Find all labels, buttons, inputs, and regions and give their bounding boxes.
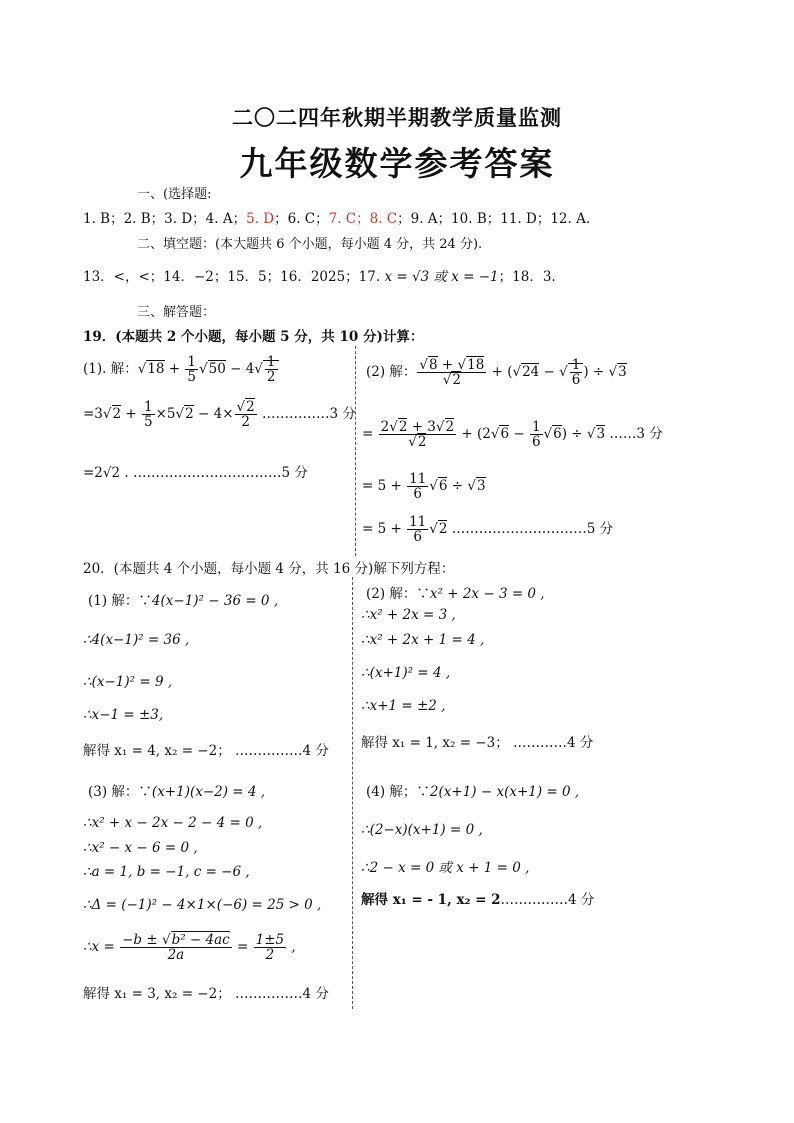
q20-part3-eq1: [88, 780, 265, 800]
equation: 4(x−1)² − 36 = 0 ,: [151, 593, 279, 609]
equation: 2(x+1) − x(x+1) = 0 ,: [429, 784, 580, 800]
q20-part2-eq5: ∴x+1 = ±2 ,: [361, 698, 446, 714]
q19-part1-expr: (1). 解：√18 + $\frac{1}{5}$ √50 − 4√ $\frac{1}{2}$: [83, 355, 279, 384]
document-title: 二〇二四年秋期半期教学质量监测: [232, 105, 562, 130]
q19-header: 19．(本题共 2 个小题，每小题 5 分，共 10 分)计算：: [83, 329, 424, 345]
score-mark: ……………4 分: [235, 986, 329, 1002]
result-text: 解得 x₁ = 3, x₂ = −2；: [83, 986, 231, 1002]
q20-part3-result: [83, 982, 329, 1002]
q20-part2-eq4: ∴(x+1)² = 4 ,: [361, 665, 451, 681]
q19-part2-step2: = 5 + $\frac{11}{6}$ √6 ÷ √3: [362, 471, 486, 503]
section2-answers: [83, 265, 556, 285]
q20-part2-eq2: ∴x² + 2x = 3 ,: [361, 607, 456, 623]
equation: (x+1)(x−2) = 4 ,: [151, 784, 266, 800]
q20-part4-eq2: ∴(2−x)(x+1) = 0 ,: [361, 822, 483, 838]
q20-part4-eq3: ∴2 − x = 0 或 x + 1 = 0 ,: [361, 860, 530, 876]
section2-heading: 二、填空题：(本大题共 6 个小题，每小题 4 分，共 24 分).: [137, 237, 483, 252]
q20-part4-result: [361, 888, 594, 908]
section1-answers: [83, 207, 590, 227]
q20-part1-eq2: ∴4(x−1)² = 36 ,: [83, 632, 190, 648]
answers-segment: 1. B；2. B；3. D；4. A；: [83, 211, 247, 227]
q19-part1-label: (1). 解：: [83, 361, 138, 378]
score-mark: ……………4 分: [500, 892, 595, 908]
q20-part1-result: [83, 739, 329, 759]
q20-part1-eq1: [88, 589, 278, 609]
answers-suffix: ；18．3.: [498, 269, 556, 285]
column-divider: [352, 577, 353, 1009]
q20-part2-eq3: ∴x² + 2x + 1 = 4 ,: [361, 632, 485, 648]
q20-part2-label: (2) 解：∵: [366, 586, 430, 602]
q20-part1-label: (1) 解：∵: [88, 593, 152, 609]
equation: x² + 2x − 3 = 0 ,: [429, 586, 545, 602]
q20-part1-eq3: ∴(x−1)² = 9 ,: [83, 674, 173, 690]
answers-segment: 5. D: [246, 211, 275, 227]
score-mark: …………………………5 分: [451, 521, 614, 538]
q20-part3-eq2: ∴x² + x − 2x − 2 − 4 = 0 ,: [83, 815, 263, 831]
score-mark: …………4 分: [513, 735, 594, 751]
answers-prefix: 13．<，<；14．−2；15．5；16．2025；17.: [83, 269, 381, 285]
q20-part1-eq4: ∴x−1 = ±3,: [83, 707, 164, 723]
q19-part1-result: =2√2 .: [83, 465, 129, 481]
q20-part2-result: [361, 731, 593, 751]
q19-part1-step1: =3√2 + $\frac{1}{5}$ ×5√2 − 4× $\frac{√2}{2}$ ……………3 分: [83, 399, 356, 431]
result-text: 解得 x₁ = - 1, x₂ = 2: [361, 892, 501, 908]
section1-heading: 一、(选择题:: [137, 187, 212, 202]
q19-part2-step1: = $\frac{2√2 + 3√2}{√2}$ + (2√6 − $\frac{1}{6}$ √6) ÷ √3 ……3 分: [362, 419, 663, 451]
result-text: 解得 x₁ = 1, x₂ = −3；: [361, 735, 509, 751]
score-mark: ……………4 分: [235, 743, 329, 759]
q19-part2-expr: (2) 解： $\frac{√8 + √18}{√2}$ + (√24 − √ $\frac{1}{6}$ ) ÷ √3: [366, 357, 627, 389]
score-mark: ……………………………5 分: [132, 465, 308, 481]
q20-part3-eq5: ∴Δ = (−1)² − 4×1×(−6) = 25 > 0 ,: [83, 897, 322, 913]
section3-heading: 三、解答题：: [137, 305, 216, 320]
document-subtitle: 九年级数学参考答案: [239, 144, 555, 183]
score-mark: ……………3 分: [262, 406, 356, 423]
q19-part2-step3: = 5 + $\frac{11}{6}$ √2 …………………………5 分: [362, 514, 614, 546]
q20-part3-label: (3) 解：∵: [88, 784, 152, 800]
answers-segment: ；9. A；10. B；11. D；12. A.: [397, 211, 591, 227]
q20-part4-eq1: [366, 780, 579, 800]
q20-part3-eq3: ∴x² − x − 6 = 0 ,: [83, 840, 198, 856]
result-text: 解得 x₁ = 4, x₂ = −2；: [83, 743, 231, 759]
answer-q17: x = √3 或 x = −1: [384, 269, 499, 285]
score-mark: ……3 分: [609, 426, 663, 443]
answers-segment: ；6. C；: [274, 211, 329, 227]
q20-header: 20．(本题共 4 个小题，每小题 4 分，共 16 分)解下列方程：: [83, 561, 455, 577]
q19-part2-label: (2) 解：: [366, 364, 417, 381]
q20-part2-eq1: [366, 582, 545, 602]
q20-part4-label: (4) 解；∵: [366, 784, 430, 800]
column-divider: [355, 346, 356, 556]
q19-part1-step2: [83, 461, 308, 481]
q20-part3-formula: ∴x = $\frac{\text{−b ± √b² − 4ac}}{2a}$ = $\frac{1\pm 5}{2}$ ,: [83, 932, 296, 964]
q20-part3-eq4: ∴a = 1, b = −1, c = −6 ,: [83, 864, 250, 880]
answers-segment: 7. C；8. C: [328, 211, 398, 227]
